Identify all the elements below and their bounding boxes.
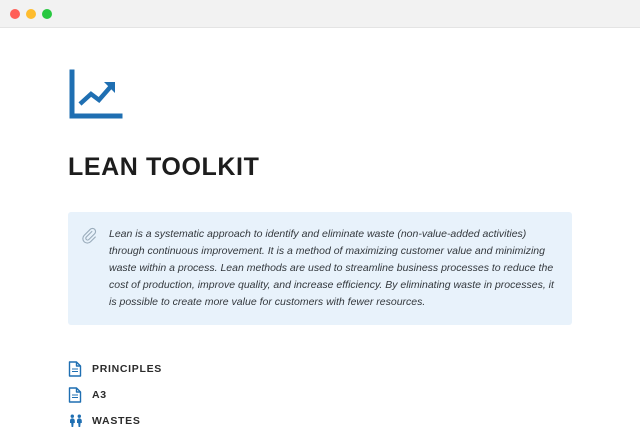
- document-icon: [68, 387, 82, 403]
- callout-block: [68, 212, 572, 325]
- page-title: LEAN TOOLKIT: [68, 153, 260, 181]
- maximize-window-button[interactable]: [42, 9, 52, 19]
- callout-text: Lean is a systematic approach to identify and eliminate waste (non-value-added activities) through continuous improvement. It is a method of maximizing customer value and minimizing waste within a process. Lean methods are used to streamline business processes to reduce the cost of production, improve quality, and increase efficiency. By eliminating waste in processes, it is possible to create more value for customers with fewer resources.: [109, 227, 554, 308]
- document-icon: [68, 361, 82, 377]
- list-item[interactable]: [68, 413, 572, 429]
- list-item-label: PRINCIPLES: [92, 362, 163, 375]
- document-links-list: [68, 361, 572, 429]
- list-item-label: A3: [92, 388, 107, 401]
- window-controls: [10, 9, 52, 19]
- document-body: [0, 28, 640, 429]
- minimize-window-button[interactable]: [26, 9, 36, 19]
- list-item[interactable]: [68, 387, 572, 403]
- close-window-button[interactable]: [10, 9, 20, 19]
- list-item-label: WASTES: [92, 414, 141, 427]
- list-item[interactable]: [68, 361, 572, 377]
- chart-growth-icon: [68, 70, 124, 120]
- window-titlebar: [0, 0, 640, 28]
- paperclip-icon: [82, 228, 97, 248]
- people-icon: [68, 413, 82, 429]
